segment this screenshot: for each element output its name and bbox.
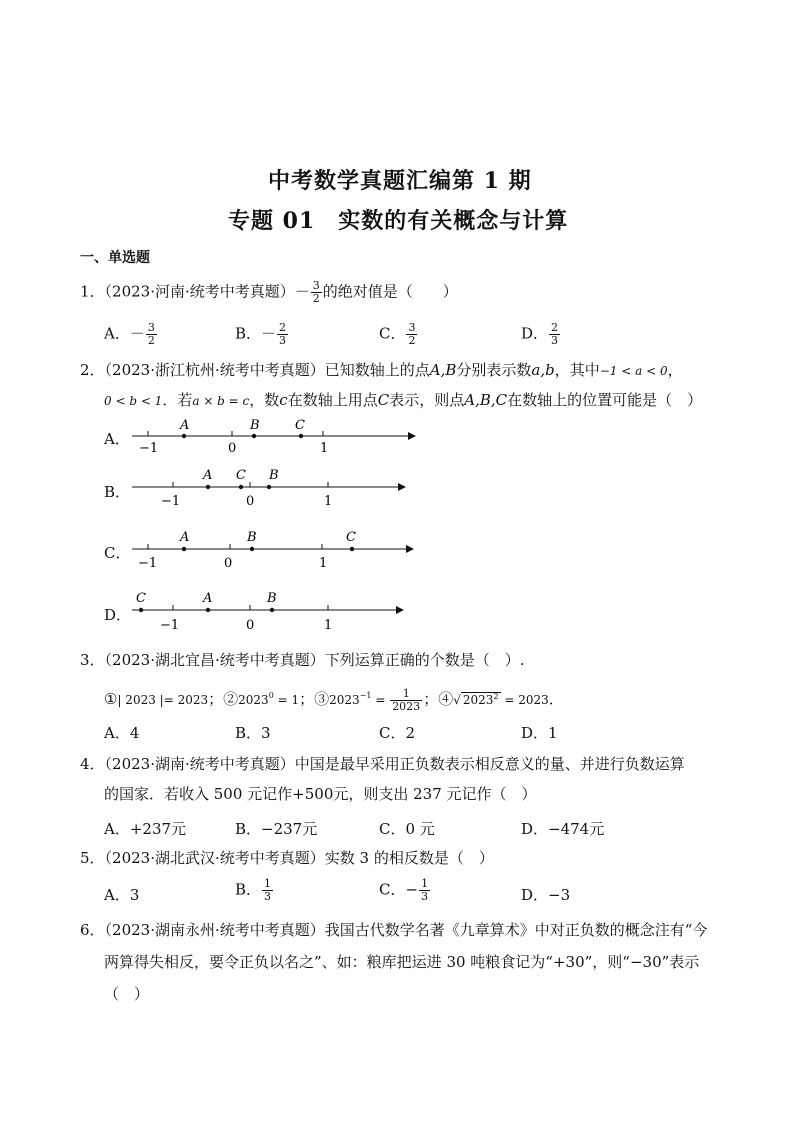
q3-item-3-exp: −1	[359, 691, 372, 700]
question-4-line-1: 4．（2023·湖南·统考中考真题）中国是最早采用正负数表示相反意义的量、并进行负数运算	[80, 755, 685, 773]
q3-sep-1: ；	[208, 690, 224, 708]
q2-product: a × b = c	[192, 394, 250, 408]
tick-label-1: 1	[319, 556, 328, 571]
q1-opt-c-frac	[406, 322, 417, 347]
tick-label-minus-1: −1	[160, 618, 180, 633]
label-b: B	[267, 591, 277, 606]
q4-option-a: A．+237元	[104, 820, 187, 838]
q5-opt-b-label: B．	[235, 880, 262, 899]
q1-opt-b-num: 2	[279, 321, 287, 334]
point-b	[250, 547, 254, 551]
q3-item-2-exp: 0	[268, 691, 274, 700]
q3-item-3-frac	[390, 688, 422, 713]
q2-end: ，	[667, 361, 683, 379]
q1-option-d	[521, 322, 561, 347]
q3-item-3-den: 2023	[392, 699, 421, 713]
q2-option-c-label: C．	[104, 544, 131, 562]
q1-opt-c-den: 2	[408, 334, 416, 347]
tick-label-1: 1	[324, 494, 333, 509]
question-3-stem: 3．（2023·湖北宜昌·统考中考真题）下列运算正确的个数是（ ）.	[80, 651, 525, 669]
q2-l2-a: ．若	[162, 391, 193, 409]
question-6-line-1: 6．（2023·湖南永州·统考中考真题）我国古代数学名著《九章算术》中对正负数的概念注有“今	[80, 921, 708, 939]
tick-label-minus-1: −1	[161, 494, 181, 509]
q2-l2-e: 表示，则点	[389, 391, 465, 409]
q5-opt-c-den: 3	[421, 890, 429, 903]
q3-item-4-rhs: = 2023	[500, 693, 549, 707]
q5-opt-b-den: 3	[264, 890, 272, 903]
q2-mid: 分别表示数	[456, 361, 532, 379]
label-b: B	[269, 468, 279, 483]
q5-option-b	[235, 878, 274, 903]
q1-option-b	[235, 322, 289, 347]
point-a	[182, 547, 186, 551]
q2-tail: ，其中	[554, 361, 600, 379]
q3-item-1: | 2023 |= 2023	[117, 693, 209, 707]
q1-option-c	[379, 322, 418, 347]
q3-item-4-mark: ④	[438, 690, 454, 708]
q2-option-d-label: D．	[104, 606, 132, 624]
q1-opt-a-num: 3	[147, 321, 155, 334]
q4-option-d: D．−474元	[521, 820, 605, 838]
question-2-line-1	[80, 360, 683, 381]
axis-arrow	[408, 432, 416, 440]
q1-opt-d-den: 3	[551, 334, 559, 347]
question-3-items	[104, 686, 564, 713]
q3-item-4-exp: 2	[493, 692, 499, 701]
q1-opt-b-sign: －	[261, 324, 277, 343]
label-a: A	[203, 591, 213, 606]
label-a: A	[203, 468, 213, 483]
point-c	[139, 608, 143, 612]
axis-arrow	[398, 483, 406, 491]
q3-item-4-radicand	[461, 692, 501, 707]
q2-points-abc: A,B,C	[464, 391, 508, 409]
q1-frac-num: 3	[312, 279, 320, 292]
page-subtitle: 专题 01 实数的有关概念与计算	[228, 208, 569, 234]
point-b	[270, 608, 274, 612]
q5-option-d: D．−3	[521, 886, 571, 904]
q5-opt-c-label: C．	[379, 880, 406, 899]
q3-item-3-num: 1	[390, 688, 422, 701]
point-c	[239, 485, 243, 489]
question-6-line-2: 两算得失相反，要令正负以名之”、如：粮库把运进 30 吨粮食记为“+30”，则“−30”表示	[104, 953, 700, 971]
q1-opt-b-den: 3	[279, 334, 287, 347]
q5-opt-c-num: 1	[421, 877, 429, 890]
q1-opt-d-label: D．	[521, 324, 549, 343]
q2-points-ab: A,B	[429, 361, 457, 379]
q2-option-d-number-line	[126, 586, 404, 636]
point-a	[206, 485, 210, 489]
sqrt-icon: √	[453, 693, 461, 707]
tick-label-0: 0	[246, 618, 255, 633]
q3-option-c: C．2	[379, 724, 416, 742]
q5-option-c	[379, 878, 431, 903]
tick-label-minus-1: −1	[138, 556, 158, 571]
q5-opt-c-sign: −	[405, 880, 419, 899]
question-4-line-2: 的国家．若收入 500 元记作+500元，则支出 237 元记作（ ）	[104, 785, 537, 803]
q1-opt-a-label: A．	[104, 324, 130, 343]
tick-label-0: 0	[246, 494, 255, 509]
q2-prefix: 2．（2023·浙江杭州·统考中考真题）已知数轴上的点	[80, 361, 430, 379]
axis-arrow	[396, 606, 404, 614]
section-heading: 一、单选题	[80, 250, 150, 266]
q1-minus: －	[294, 282, 310, 301]
question-5-stem: 5．（2023·湖北武汉·统考中考真题）实数 3 的相反数是（ ）	[80, 849, 494, 867]
q1-opt-b-frac	[277, 322, 288, 347]
q3-item-2-mark: ②	[223, 690, 239, 708]
q4-option-b: B．−237元	[235, 820, 318, 838]
q3-end: ．	[548, 690, 564, 708]
tick-label-0: 0	[224, 556, 233, 571]
tick-label-1: 1	[324, 618, 333, 633]
q5-option-a: A．3	[104, 886, 140, 904]
label-b: B	[250, 418, 260, 433]
q3-option-a: A．4	[104, 724, 140, 742]
point-a	[206, 608, 210, 612]
q1-option-a	[104, 322, 158, 347]
q3-sep-3: ；	[423, 690, 439, 708]
q2-l2-d: 在数轴上用点	[287, 391, 378, 409]
q3-item-2-base: 2023	[238, 693, 269, 707]
q5-opt-b-frac	[262, 878, 273, 903]
q1-prefix: 1．（2023·河南·统考中考真题）	[80, 282, 295, 301]
q1-suffix: 的绝对值是（ ）	[322, 282, 458, 301]
q1-fraction	[311, 280, 322, 305]
q1-opt-c-label: C．	[379, 324, 406, 343]
q2-l2-b: ，数	[249, 391, 280, 409]
tick-label-minus-1: −1	[139, 441, 159, 456]
q1-opt-a-sign: －	[129, 324, 145, 343]
axis-arrow	[406, 545, 414, 553]
q2-option-b-label: B．	[104, 483, 131, 501]
tick-label-0: 0	[228, 441, 237, 456]
q5-opt-c-frac	[419, 878, 430, 903]
q1-opt-d-frac	[549, 322, 560, 347]
label-a: A	[180, 530, 190, 545]
q1-opt-c-num: 3	[408, 321, 416, 334]
q2-option-c-number-line	[126, 524, 414, 574]
q3-option-b: B．3	[235, 724, 271, 742]
q1-opt-a-den: 2	[147, 334, 155, 347]
question-2-line-2	[104, 390, 702, 411]
q3-item-3-base: 2023	[329, 693, 360, 707]
q1-opt-a-frac	[146, 322, 157, 347]
point-c	[350, 547, 354, 551]
label-c: C	[295, 418, 305, 433]
label-c: C	[236, 468, 246, 483]
q5-opt-b-num: 1	[264, 877, 272, 890]
q2-vars-ab: a,b	[531, 361, 555, 379]
q2-ineq-a: −1 < a < 0	[599, 364, 668, 378]
q2-l2-f: 在数轴上的位置可能是（ ）	[507, 391, 703, 409]
q3-item-1-mark: ①	[104, 690, 118, 708]
tick-label-1: 1	[320, 441, 329, 456]
point-a	[182, 434, 186, 438]
q3-item-3-mark: ③	[314, 690, 330, 708]
q2-ineq-b: 0 < b < 1	[104, 394, 163, 408]
q2-option-a-label: A．	[104, 430, 130, 448]
q2-option-b-number-line	[126, 462, 406, 512]
question-6-line-3: （ ）	[104, 985, 150, 1003]
q1-opt-b-label: B．	[235, 324, 262, 343]
q2-option-a-number-line	[126, 412, 416, 458]
point-b	[252, 434, 256, 438]
q3-item-2-rhs: = 1	[273, 693, 300, 707]
label-c: C	[346, 530, 356, 545]
label-c: C	[136, 591, 146, 606]
q2-point-c: C	[377, 391, 390, 409]
q3-option-d: D．1	[521, 724, 558, 742]
q1-frac-den: 2	[312, 292, 320, 305]
q3-item-3-eq: =	[371, 693, 390, 707]
point-b	[267, 485, 271, 489]
point-c	[299, 434, 303, 438]
question-1-stem	[80, 280, 458, 305]
q2-var-c: c	[279, 391, 288, 409]
label-a: A	[180, 418, 190, 433]
page-title: 中考数学真题汇编第 1 期	[268, 168, 532, 194]
q3-sep-2: ；	[299, 690, 315, 708]
q1-opt-d-num: 2	[551, 321, 559, 334]
label-b: B	[247, 530, 257, 545]
q4-option-c: C．0 元	[379, 820, 435, 838]
q3-item-4-base: 2023	[462, 693, 494, 707]
